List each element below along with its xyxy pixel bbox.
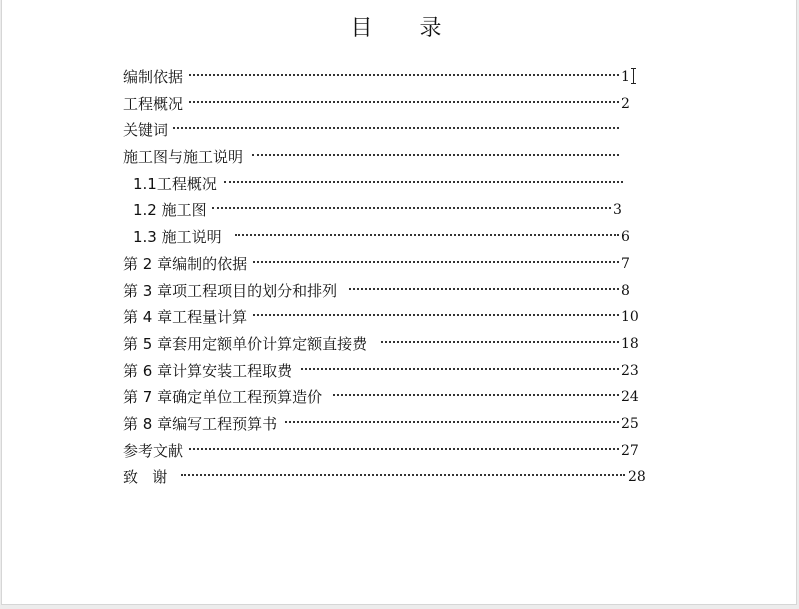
toc-entry-page: 3 [613, 202, 622, 219]
dot-leader [252, 154, 619, 156]
dot-leader [235, 234, 619, 236]
toc-entry-page: 1 [621, 69, 630, 85]
toc-entry-title: 第 4 章工程量计算 [123, 308, 248, 327]
toc-entry-title: 第 2 章编制的依据 [123, 254, 248, 273]
dot-leader [212, 207, 611, 209]
toc-entry-title: 致 谢 [123, 468, 168, 487]
toc-entry-page: 2 [621, 95, 630, 112]
document-page [1, 0, 797, 605]
toc-entry-title: 第 7 章确定单位工程预算造价 [123, 388, 323, 407]
dot-leader [189, 101, 619, 103]
toc-entry-page: 10 [621, 309, 639, 326]
toc-entry-page: 8 [621, 282, 630, 299]
toc-entry-title: 工程概况 [123, 94, 184, 113]
toc-entry-page: 18 [621, 335, 639, 352]
dot-leader [253, 261, 619, 263]
toc-entry-title: 施工图与施工说明 [123, 148, 244, 167]
dot-leader [381, 341, 619, 343]
toc-entry-title: 第 8 章编写工程预算书 [123, 414, 278, 433]
dot-leader [333, 394, 619, 396]
toc-heading: 目 录 [350, 16, 462, 41]
dot-leader [253, 314, 619, 316]
dot-leader [189, 74, 619, 76]
toc-entry-page: 25 [621, 415, 639, 432]
toc-entry-title: 参考文献 [123, 441, 184, 460]
toc-entry-title: 第 3 章项工程项目的划分和排列 [123, 281, 338, 300]
toc-entry-title: 1.1工程概况 [133, 174, 217, 193]
toc-entry-page: 28 [628, 469, 646, 486]
toc-entry-title: 第 6 章计算安装工程取费 [123, 361, 293, 380]
toc-entry-title: 第 5 章套用定额单价计算定额直接费 [123, 334, 368, 353]
toc-entry-page: 23 [621, 362, 639, 379]
toc-entry-page: 7 [621, 255, 630, 272]
dot-leader [224, 181, 623, 183]
dot-leader [181, 474, 625, 476]
dot-leader [189, 448, 619, 450]
text-cursor-icon [633, 68, 634, 84]
toc-entry-title: 1.2 施工图 [133, 201, 207, 220]
dot-leader [173, 127, 619, 129]
toc-entry-title: 编制依据 [123, 68, 184, 86]
toc-entry-page: 27 [621, 442, 639, 459]
toc-entry-page: 6 [621, 229, 630, 246]
dot-leader [301, 368, 619, 370]
dot-leader [285, 421, 619, 423]
toc-entry-page: 24 [621, 389, 639, 406]
dot-leader [349, 288, 619, 290]
toc-entry-title: 1.3 施工说明 [133, 228, 222, 247]
toc-entry-title: 关键词 [123, 121, 169, 140]
